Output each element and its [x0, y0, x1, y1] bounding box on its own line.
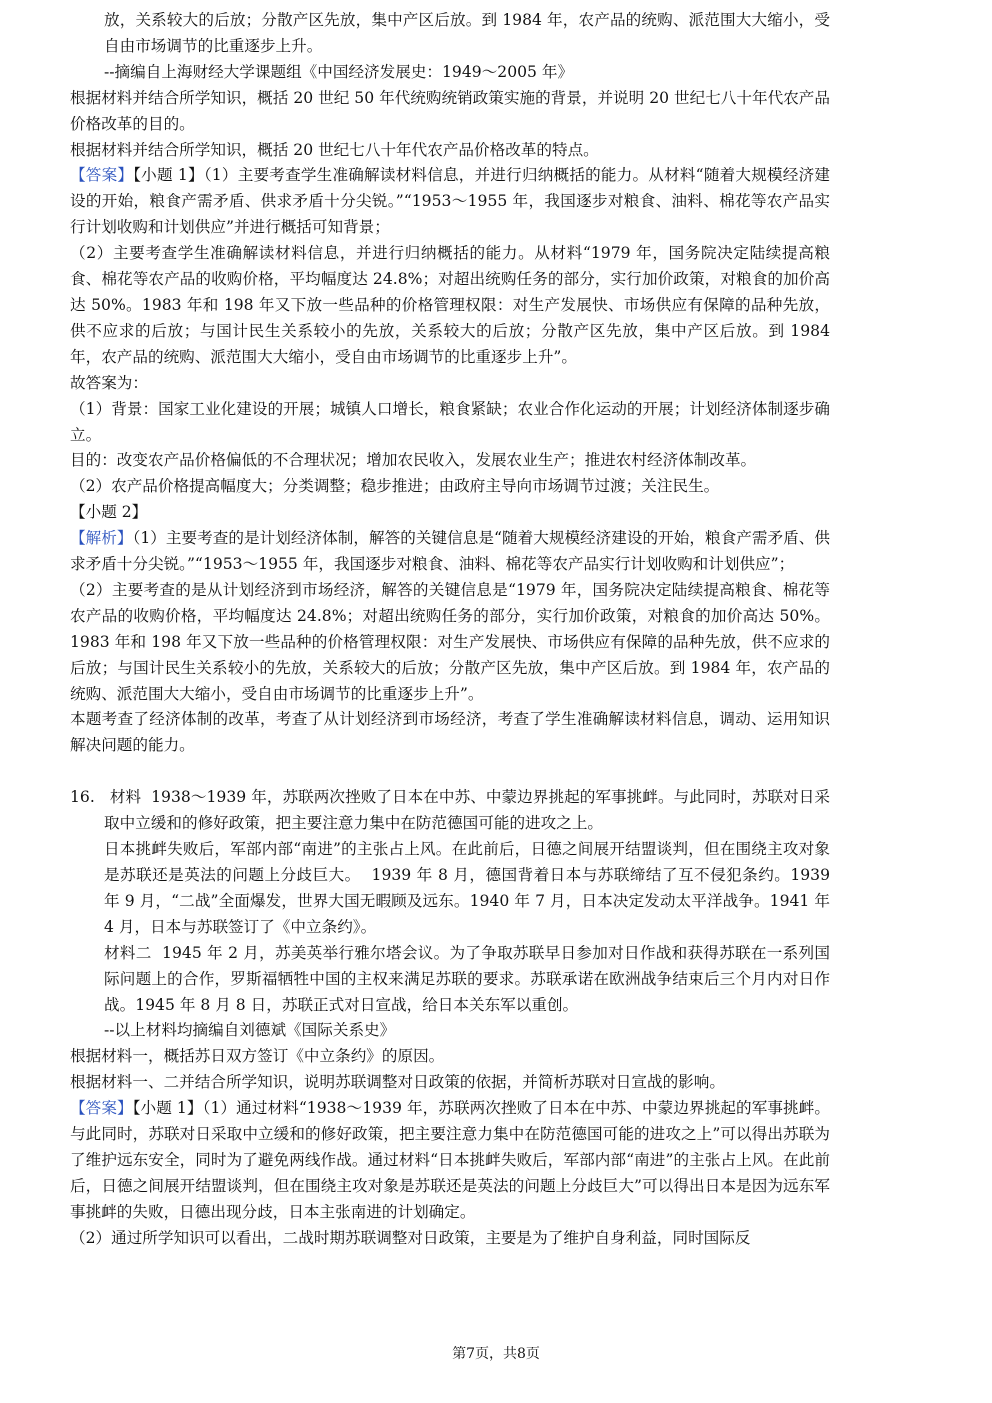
text-line: 根据材料并结合所学知识，概括 20 世纪七八十年代农产品价格改革的特点。 [70, 140, 599, 159]
text-line: 放，关系较大的后放；分散产区先放，集中产区后放。到 1984 年，农产品的统购、派范围大大缩小，受自由市场调节的比重逐步上升。 [104, 11, 830, 55]
question-16 [70, 785, 835, 1096]
answer-text: 【小题 1】（1）通过材料“1938～1939 年，苏联两次挫败了日本在中苏、中蒙边界挑起的军事挑衅。与此同时，苏联对日采取中立缓和的修好政策，把主要注意力集中在防范德国可能的进攻之上”可以得出苏联为了维护远东安全，同时为了避免两线作战。通过材料“日本挑衅失败后，军部内部“南进”的主张占上风。在此前后，日德之间展开结盟谈判，但在围绕主攻对象是苏联还是英法的问题上分歧巨大”可以得出日本是因为远东军事挑衅的失败，日德出现分歧，日本主张南进的计划确定。 [70, 1099, 830, 1221]
text-line: 根据材料一、二并结合所学知识，说明苏联调整对日政策的依据，并简析苏联对日宣战的影响。 [70, 1073, 725, 1092]
text-line: 故答案为： [70, 373, 148, 392]
analysis-text: （1）主要考查的是计划经济体制，解答的关键信息是“随着大规模经济建设的开始，粮食产需矛盾、供求矛盾十分尖锐。”“1953～1955 年，我国逐步对粮食、油料、棉花等农产品实行计划收购和计划供应”； [70, 529, 830, 574]
text-line: （1）背景：国家工业化建设的开展；城镇人口增长，粮食紧缺；农业合作化运动的开展；计划经济体制逐步确立。 [70, 399, 830, 444]
answer-text: 【小题 1】（1）主要考查学生准确解读材料信息，并进行归纳概括的能力。从材料“随着大规模经济建设的开始，粮食产需矛盾、供求矛盾十分尖锐。”“1953～1955 年，我国逐步对粮食、油料、棉花等农产品实行计划收购和计划供应”并进行概括可知背景； [70, 166, 830, 237]
answer-paragraph-1 [70, 163, 830, 241]
document-body [70, 8, 835, 1252]
spacer [70, 759, 830, 785]
answer-tag: 【答案】 [70, 1099, 133, 1118]
text-line: 16. 材料 1938～1939 年，苏联两次挫败了日本在中苏、中蒙边界挑起的军事挑衅。与此同时，苏联对日采取中立缓和的修好政策，把主要注意力集中在防范德国可能的进攻之上。 [70, 788, 830, 833]
answer-tag: 【答案】 [70, 166, 134, 185]
text-line: 材料二 1945 年 2 月，苏美英举行雅尔塔会议。为了争取苏联早日参加对日作战和获得苏联在一系列国际问题上的合作，罗斯福牺牲中国的主权来满足苏联的要求。苏联承诺在欧洲战争结束后三个月内对日作战。1945 年 8 月 8 日，苏联正式对日宣战，给日本关东军以重创。 [104, 943, 830, 1014]
text-line: 目的：改变农产品价格偏低的不合理状况；增加农民收入，发展农业生产；推进农村经济体制改革。 [70, 451, 757, 470]
last-line: （2）通过所学知识可以看出，二战时期苏联调整对日政策，主要是为了维护自身利益，同时国际反 [70, 1228, 751, 1247]
text-line: 【小题 2】 [70, 503, 148, 522]
text-line: 根据材料一，概括苏日双方签订《中立条约》的原因。 [70, 1047, 445, 1066]
text-line: （2）主要考查学生准确解读材料信息，并进行归纳概括的能力。从材料“1979 年，国务院决定陆续提高粮食、棉花等农产品的收购价格，平均幅度达 24.8%；对超出统购任务的部分，实行加价政策，对粮食的加价高达 50%。1983 年和 198 年又下放一些品种的价格管理权限：对生产发展快、市场供应有保障的品种先放，供不应求的后放；与国计民生关系较小的先放，关系较大的后放；分散产区先放，集中产区后放。到 1984 年，农产品的统购、派范围大大缩小，受自由市场调节的比重逐步上升”。 [70, 244, 835, 366]
text-line: （2）农产品价格提高幅度大；分类调整；稳步推进；由政府主导向市场调节过渡；关注民生。 [70, 477, 720, 496]
text-line: --摘编自上海财经大学课题组《中国经济发展史：1949～2005 年》 [104, 62, 574, 81]
text-line: （2）主要考查的是从计划经济到市场经济，解答的关键信息是“1979 年，国务院决定陆续提高粮食、棉花等农产品的收购价格，平均幅度达 24.8%；对超出统购任务的部分，实行加价政策，对粮食的加价高达 50%。1983 年和 198 年又下放一些品种的价格管理权限：对生产发展快、市场供应有保障的品种先放，供不应求的后放；与国计民生关系较小的先放，关系较大的后放；分散产区先放，集中产区后放。到 1984 年，农产品的统购、派范围大大缩小，受自由市场调节的比重逐步上升”。 [70, 580, 830, 703]
answer-paragraph-2 [70, 1096, 830, 1226]
page-footer: 第7页，共8页 [452, 1346, 540, 1362]
material-lines [70, 8, 830, 163]
text-line: 本题考查了经济体制的改革，考查了从计划经济到市场经济，考查了学生准确解读材料信息，调动、运用知识解决问题的能力。 [70, 710, 830, 755]
text-line: --以上材料均摘编自刘德斌《国际关系史》 [104, 1021, 396, 1040]
analysis-paragraph [70, 526, 830, 578]
text-line: 日本挑衅失败后，军部内部“南进”的主张占上风。在此前后，日德之间展开结盟谈判，但在围绕主攻对象是苏联还是英法的问题上分歧巨大。 1939 年 8 月，德国背着日本与苏联缔结了互不侵犯条约。1939 年 9 月，“二战”全面爆发，世界大国无暇顾及远东。1940 年 7 月，日本决定发动太平洋战争。1941 年 4 月，日本与苏联签订了《中立条约》。 [104, 840, 835, 936]
answer-lines [70, 241, 835, 526]
text-line: 根据材料并结合所学知识，概括 20 世纪 50 年代统购统销政策实施的背景，并说明 20 世纪七八十年代农产品价格改革的目的。 [70, 88, 830, 133]
analysis-lines [70, 578, 830, 759]
analysis-tag: 【解析】 [70, 529, 133, 548]
